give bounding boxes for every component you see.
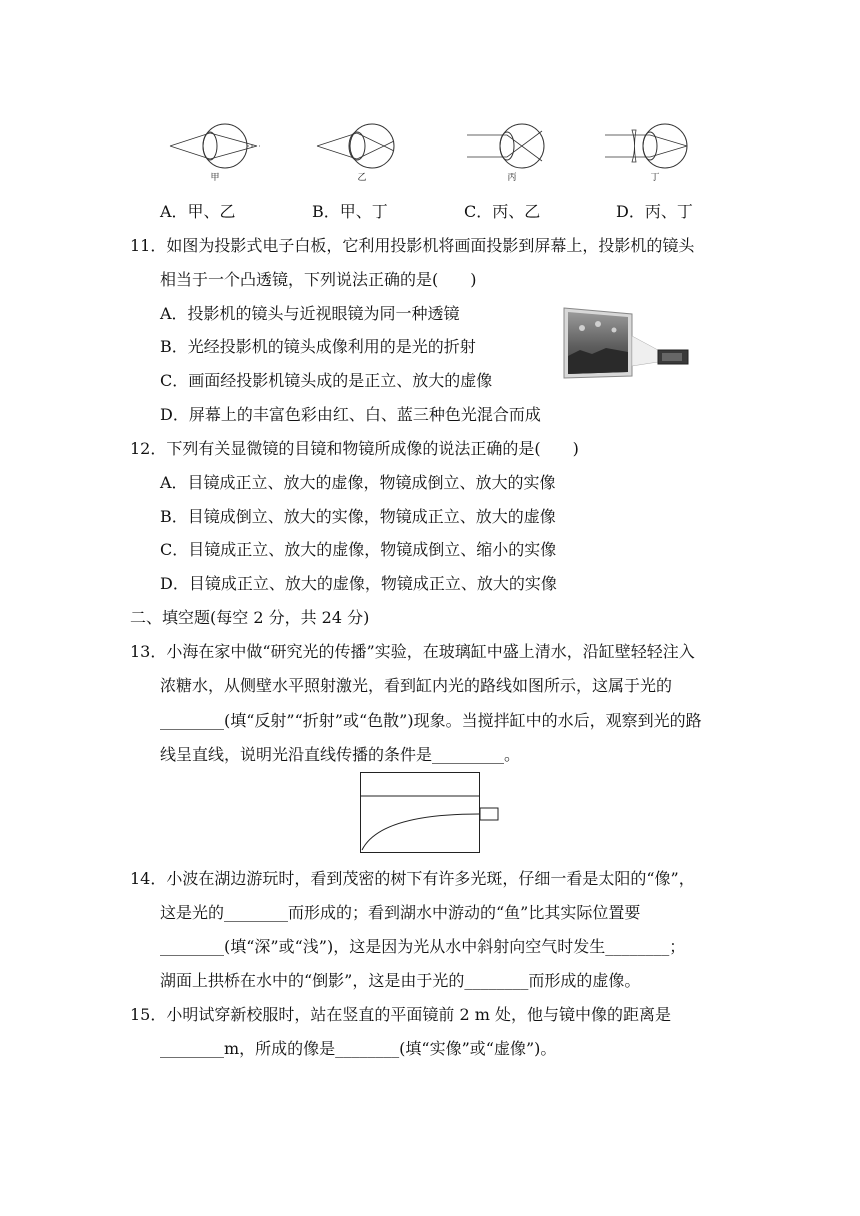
projector-whiteboard-figure xyxy=(562,306,700,382)
eye-diagram-jia xyxy=(165,118,265,188)
q14-line-2: 这是光的________而形成的；看到湖水中游动的“鱼”比其实际位置要 xyxy=(160,903,641,922)
glass-tank-laser-figure xyxy=(360,772,510,854)
q11-stem-line-1: 11．如图为投影式电子白板，它利用投影机将画面投影到屏幕上，投影机的镜头 xyxy=(130,236,695,255)
section-heading-fill-blank: 二、填空题(每空 2 分，共 24 分) xyxy=(130,608,370,627)
q12-option-c: C．目镜成正立、放大的虚像，物镜成倒立、缩小的实像 xyxy=(160,540,557,559)
diagram-label: 乙 xyxy=(357,173,367,183)
q12-option-b: B．目镜成倒立、放大的实像，物镜成正立、放大的虚像 xyxy=(160,507,556,526)
q12-option-a: A．目镜成正立、放大的虚像，物镜成倒立、放大的实像 xyxy=(160,473,556,492)
q14-line-1: 14．小波在湖边游玩时，看到茂密的树下有许多光斑，仔细一看是太阳的“像”， xyxy=(130,869,695,888)
q12-stem: 12．下列有关显微镜的目镜和物镜所成像的说法正确的是( ) xyxy=(130,439,579,458)
q11-option-c: C．画面经投影机镜头成的是正立、放大的虚像 xyxy=(160,371,493,390)
q15-line-2: ________m，所成的像是________(填“实像”或“虚像”)。 xyxy=(160,1039,557,1058)
q10-option-c: C．丙、乙 xyxy=(464,202,541,221)
diagram-label: 甲 xyxy=(210,173,220,183)
q10-option-b: B．甲、丁 xyxy=(312,202,388,221)
eye-diagram-ding xyxy=(600,118,700,188)
diagram-label: 丙 xyxy=(507,173,517,183)
q10-option-a: A．甲、乙 xyxy=(160,202,236,221)
q10-option-d: D．丙、丁 xyxy=(616,202,693,221)
eye-diagram-yi xyxy=(312,118,412,188)
q14-line-3: ________(填“深”或“浅”)，这是因为光从水中斜射向空气时发生________； xyxy=(160,937,686,956)
q11-option-b: B．光经投影机的镜头成像利用的是光的折射 xyxy=(160,337,476,356)
q12-option-d: D．目镜成正立、放大的虚像，物镜成正立、放大的实像 xyxy=(160,574,557,593)
q11-option-d: D．屏幕上的丰富色彩由红、白、蓝三种色光混合而成 xyxy=(160,405,541,424)
q13-line-2: 浓糖水，从侧壁水平照射激光，看到缸内光的路线如图所示，这属于光的 xyxy=(160,676,673,695)
q13-line-4: 线呈直线，说明光沿直线传播的条件是_________。 xyxy=(160,745,521,764)
q15-line-1: 15．小明试穿新校服时，站在竖直的平面镜前 2 m 处，他与镜中像的距离是 xyxy=(130,1005,671,1024)
q13-line-1: 13．小海在家中做“研究光的传播”实验，在玻璃缸中盛上清水，沿缸壁轻轻注入 xyxy=(130,642,695,661)
q13-line-3: ________(填“反射”“折射”或“色散”)现象。当搅拌缸中的水后，观察到光的路 xyxy=(160,711,702,730)
eye-diagram-bing xyxy=(462,118,562,188)
q11-stem-line-2: 相当于一个凸透镜，下列说法正确的是( ) xyxy=(160,270,477,289)
q14-line-4: 湖面上拱桥在水中的“倒影”，这是由于光的________而形成的虚像。 xyxy=(160,971,641,990)
diagram-label: 丁 xyxy=(650,173,660,183)
q11-option-a: A．投影机的镜头与近视眼镜为同一种透镜 xyxy=(160,304,460,323)
